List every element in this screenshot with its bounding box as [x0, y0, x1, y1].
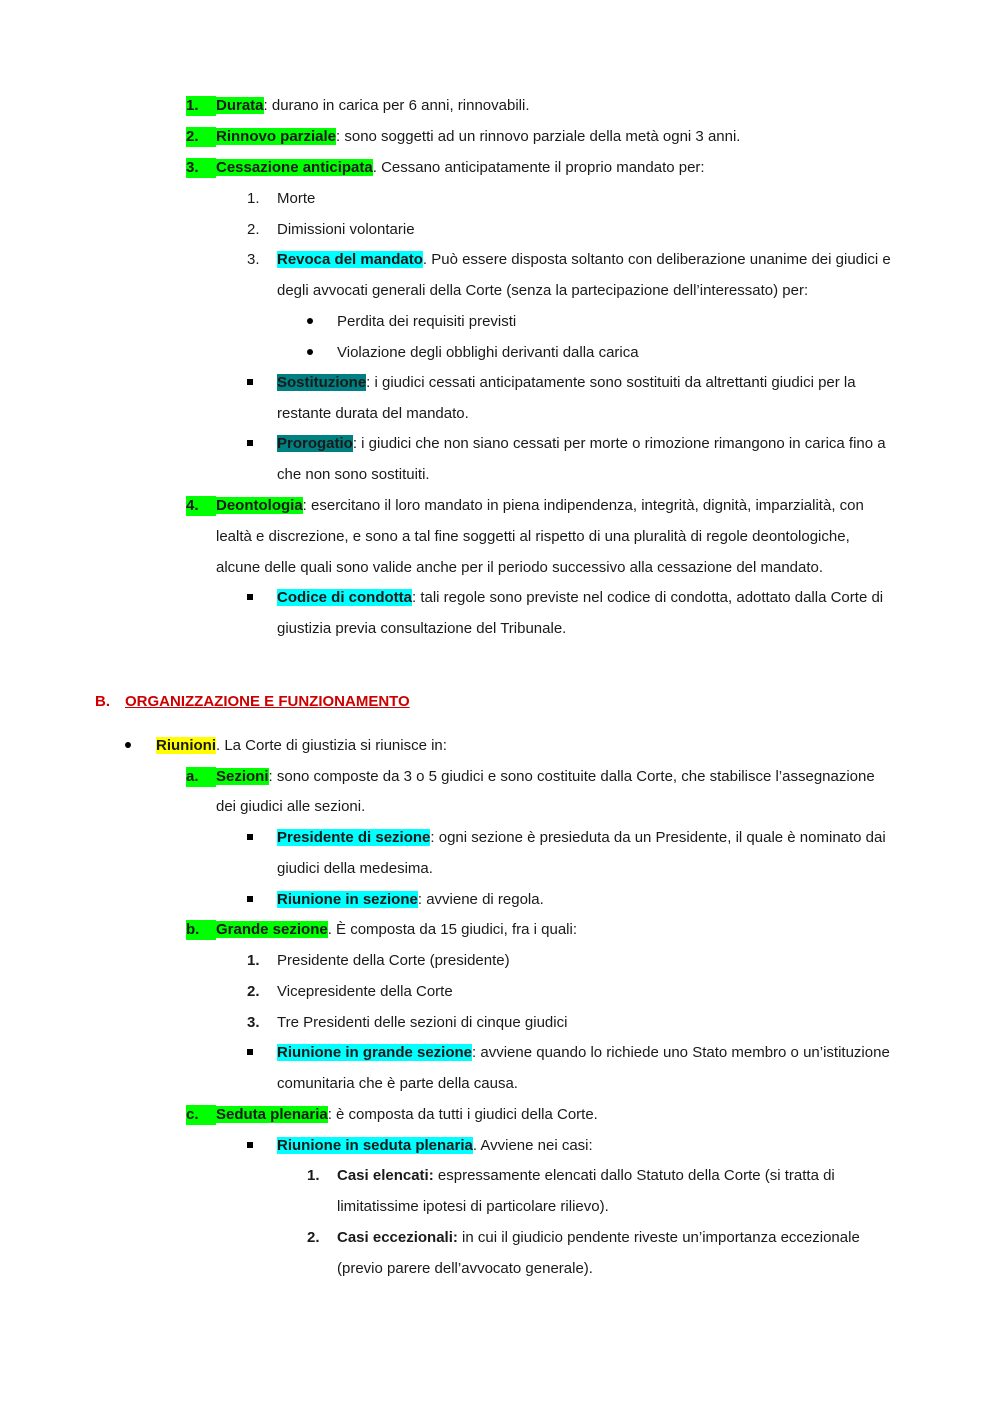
list-item-casi-elencati-cont: limitatissime ipotesi di particolare rilievo).	[337, 1198, 609, 1215]
list-item-codice-cont: giustizia previa consultazione del Tribunale.	[277, 620, 567, 637]
bullet-dot-icon	[307, 318, 313, 324]
bullet-square-icon	[247, 1049, 253, 1055]
bullet-dot-icon	[307, 349, 313, 355]
list-item-casi-eccezionali-cont: (previo parere dell’avvocato generale).	[337, 1260, 593, 1277]
highlight-cessazione: Cessazione anticipata	[216, 159, 373, 176]
bullet-square-icon	[247, 1142, 253, 1148]
list-item-presidente-corte: Presidente della Corte (presidente)	[277, 952, 510, 969]
list-item-sostituzione: Sostituzione: i giudici cessati anticipatamente sono sostituiti da altrettanti giudici per la	[277, 374, 856, 391]
list-number: 2.	[247, 983, 260, 1000]
list-item-grande-sezione: b. Grande sezione. È composta da 15 giudici, fra i quali:	[186, 921, 578, 938]
list-item-codice: Codice di condotta: tali regole sono previste nel codice di condotta, adottato dalla Corte di	[277, 589, 884, 606]
list-item-deontologia-cont: alcune delle quali sono valide anche per il periodo successivo alla cessazione del mandato.	[216, 559, 824, 576]
list-item-revoca: Revoca del mandato. Può essere disposta soltanto con deliberazione unanime dei giudici e	[277, 251, 891, 268]
list-item-sezioni-cont: dei giudici alle sezioni.	[216, 798, 366, 815]
highlight-grande-sezione: Grande sezione	[216, 921, 328, 938]
list-item-presidente-sezione-cont: giudici della medesima.	[277, 860, 433, 877]
section-letter: B.	[95, 693, 110, 710]
list-item-riunione-grande-cont: comunitaria che è parte della causa.	[277, 1075, 518, 1092]
highlight-riunione-plenaria: Riunione in seduta plenaria	[277, 1137, 473, 1154]
list-item-casi-eccezionali: Casi eccezionali: in cui il giudicio pendente riveste un’importanza eccezionale	[337, 1229, 860, 1246]
list-item-sezioni: a. Sezioni: sono composte da 3 o 5 giudici e sono costituite dalla Corte, che stabilisce l’assegnazione	[186, 768, 875, 785]
highlight-sostituzione: Sostituzione	[277, 374, 367, 391]
list-item-presidente-sezione: Presidente di sezione: ogni sezione è presieduta da un Presidente, il quale è nominato dai	[277, 829, 886, 846]
list-number: 1.	[307, 1167, 320, 1184]
highlight-rinnovo: Rinnovo parziale	[216, 128, 337, 145]
highlight-presidente-sezione: Presidente di sezione	[277, 829, 431, 846]
list-number: 1.	[247, 190, 260, 207]
list-item-seduta-plenaria: c. Seduta plenaria: è composta da tutti i giudici della Corte.	[186, 1106, 598, 1123]
bullet-dot-icon	[125, 742, 131, 748]
list-item-deontologia-cont: lealtà e discrezione, e sono a tal fine soggetti al rispetto di una pluralità di regole deontologiche,	[216, 528, 850, 545]
list-number: 3.	[247, 251, 260, 268]
list-number: 2.	[307, 1229, 320, 1246]
list-item-riunione-sezione: Riunione in sezione: avviene di regola.	[277, 891, 544, 908]
bullet-square-icon	[247, 379, 253, 385]
highlight-revoca: Revoca del mandato	[277, 251, 423, 268]
list-item-rinnovo: 2. Rinnovo parziale: sono soggetti ad un rinnovo parziale della metà ogni 3 anni.	[186, 128, 741, 145]
list-item-deontologia: 4. Deontologia: esercitano il loro mandato in piena indipendenza, integrità, dignità, imparzialità, con	[186, 497, 864, 514]
highlight-riunione-grande: Riunione in grande sezione	[277, 1044, 473, 1061]
list-item-morte: Morte	[277, 190, 316, 207]
section-title: ORGANIZZAZIONE E FUNZIONAMENTO	[125, 693, 410, 710]
list-item-prorogatio: Prorogatio: i giudici che non siano cessati per morte o rimozione rimangono in carica fino a	[277, 435, 886, 452]
list-item-vicepresidente: Vicepresidente della Corte	[277, 983, 453, 1000]
list-item-cessazione: 3. Cessazione anticipata. Cessano anticipatamente il proprio mandato per:	[186, 159, 705, 176]
list-item-revoca-cont: degli avvocati generali della Corte (senza la partecipazione dell’interessato) per:	[277, 282, 809, 299]
highlight-riunioni: Riunioni	[156, 737, 216, 754]
bullet-square-icon	[247, 594, 253, 600]
list-item-sostituzione-cont: restante durata del mandato.	[277, 405, 469, 422]
list-number: 2.	[247, 221, 260, 238]
highlight-deontologia: Deontologia	[216, 497, 303, 514]
highlight-seduta-plenaria: Seduta plenaria	[216, 1106, 328, 1123]
list-item-tre-presidenti: Tre Presidenti delle sezioni di cinque giudici	[277, 1014, 568, 1031]
bullet-square-icon	[247, 834, 253, 840]
highlight-prorogatio: Prorogatio	[277, 435, 353, 452]
bullet-square-icon	[247, 896, 253, 902]
highlight-durata: Durata	[216, 97, 264, 114]
bullet-square-icon	[247, 440, 253, 446]
list-item-riunione-grande: Riunione in grande sezione: avviene quando lo richiede uno Stato membro o un’istituzione	[277, 1044, 890, 1061]
list-number: 1.	[247, 952, 260, 969]
bullet-item-violazione: Violazione degli obblighi derivanti dalla carica	[337, 344, 639, 361]
highlight-sezioni: Sezioni	[216, 768, 269, 785]
bullet-item-perdita: Perdita dei requisiti previsti	[337, 313, 517, 330]
highlight-codice: Codice di condotta	[277, 589, 412, 606]
list-item-prorogatio-cont: che non sono sostituiti.	[277, 466, 430, 483]
list-item-durata: 1. Durata: durano in carica per 6 anni, rinnovabili.	[186, 97, 530, 114]
list-item-riunioni: Riunioni. La Corte di giustizia si riunisce in:	[156, 737, 447, 754]
list-item-dimissioni: Dimissioni volontarie	[277, 221, 415, 238]
list-item-casi-elencati: Casi elencati: espressamente elencati dallo Statuto della Corte (si tratta di	[337, 1167, 835, 1184]
highlight-riunione-sezione: Riunione in sezione	[277, 891, 418, 908]
list-item-riunione-plenaria: Riunione in seduta plenaria. Avviene nei casi:	[277, 1137, 593, 1154]
list-number: 3.	[247, 1014, 260, 1031]
